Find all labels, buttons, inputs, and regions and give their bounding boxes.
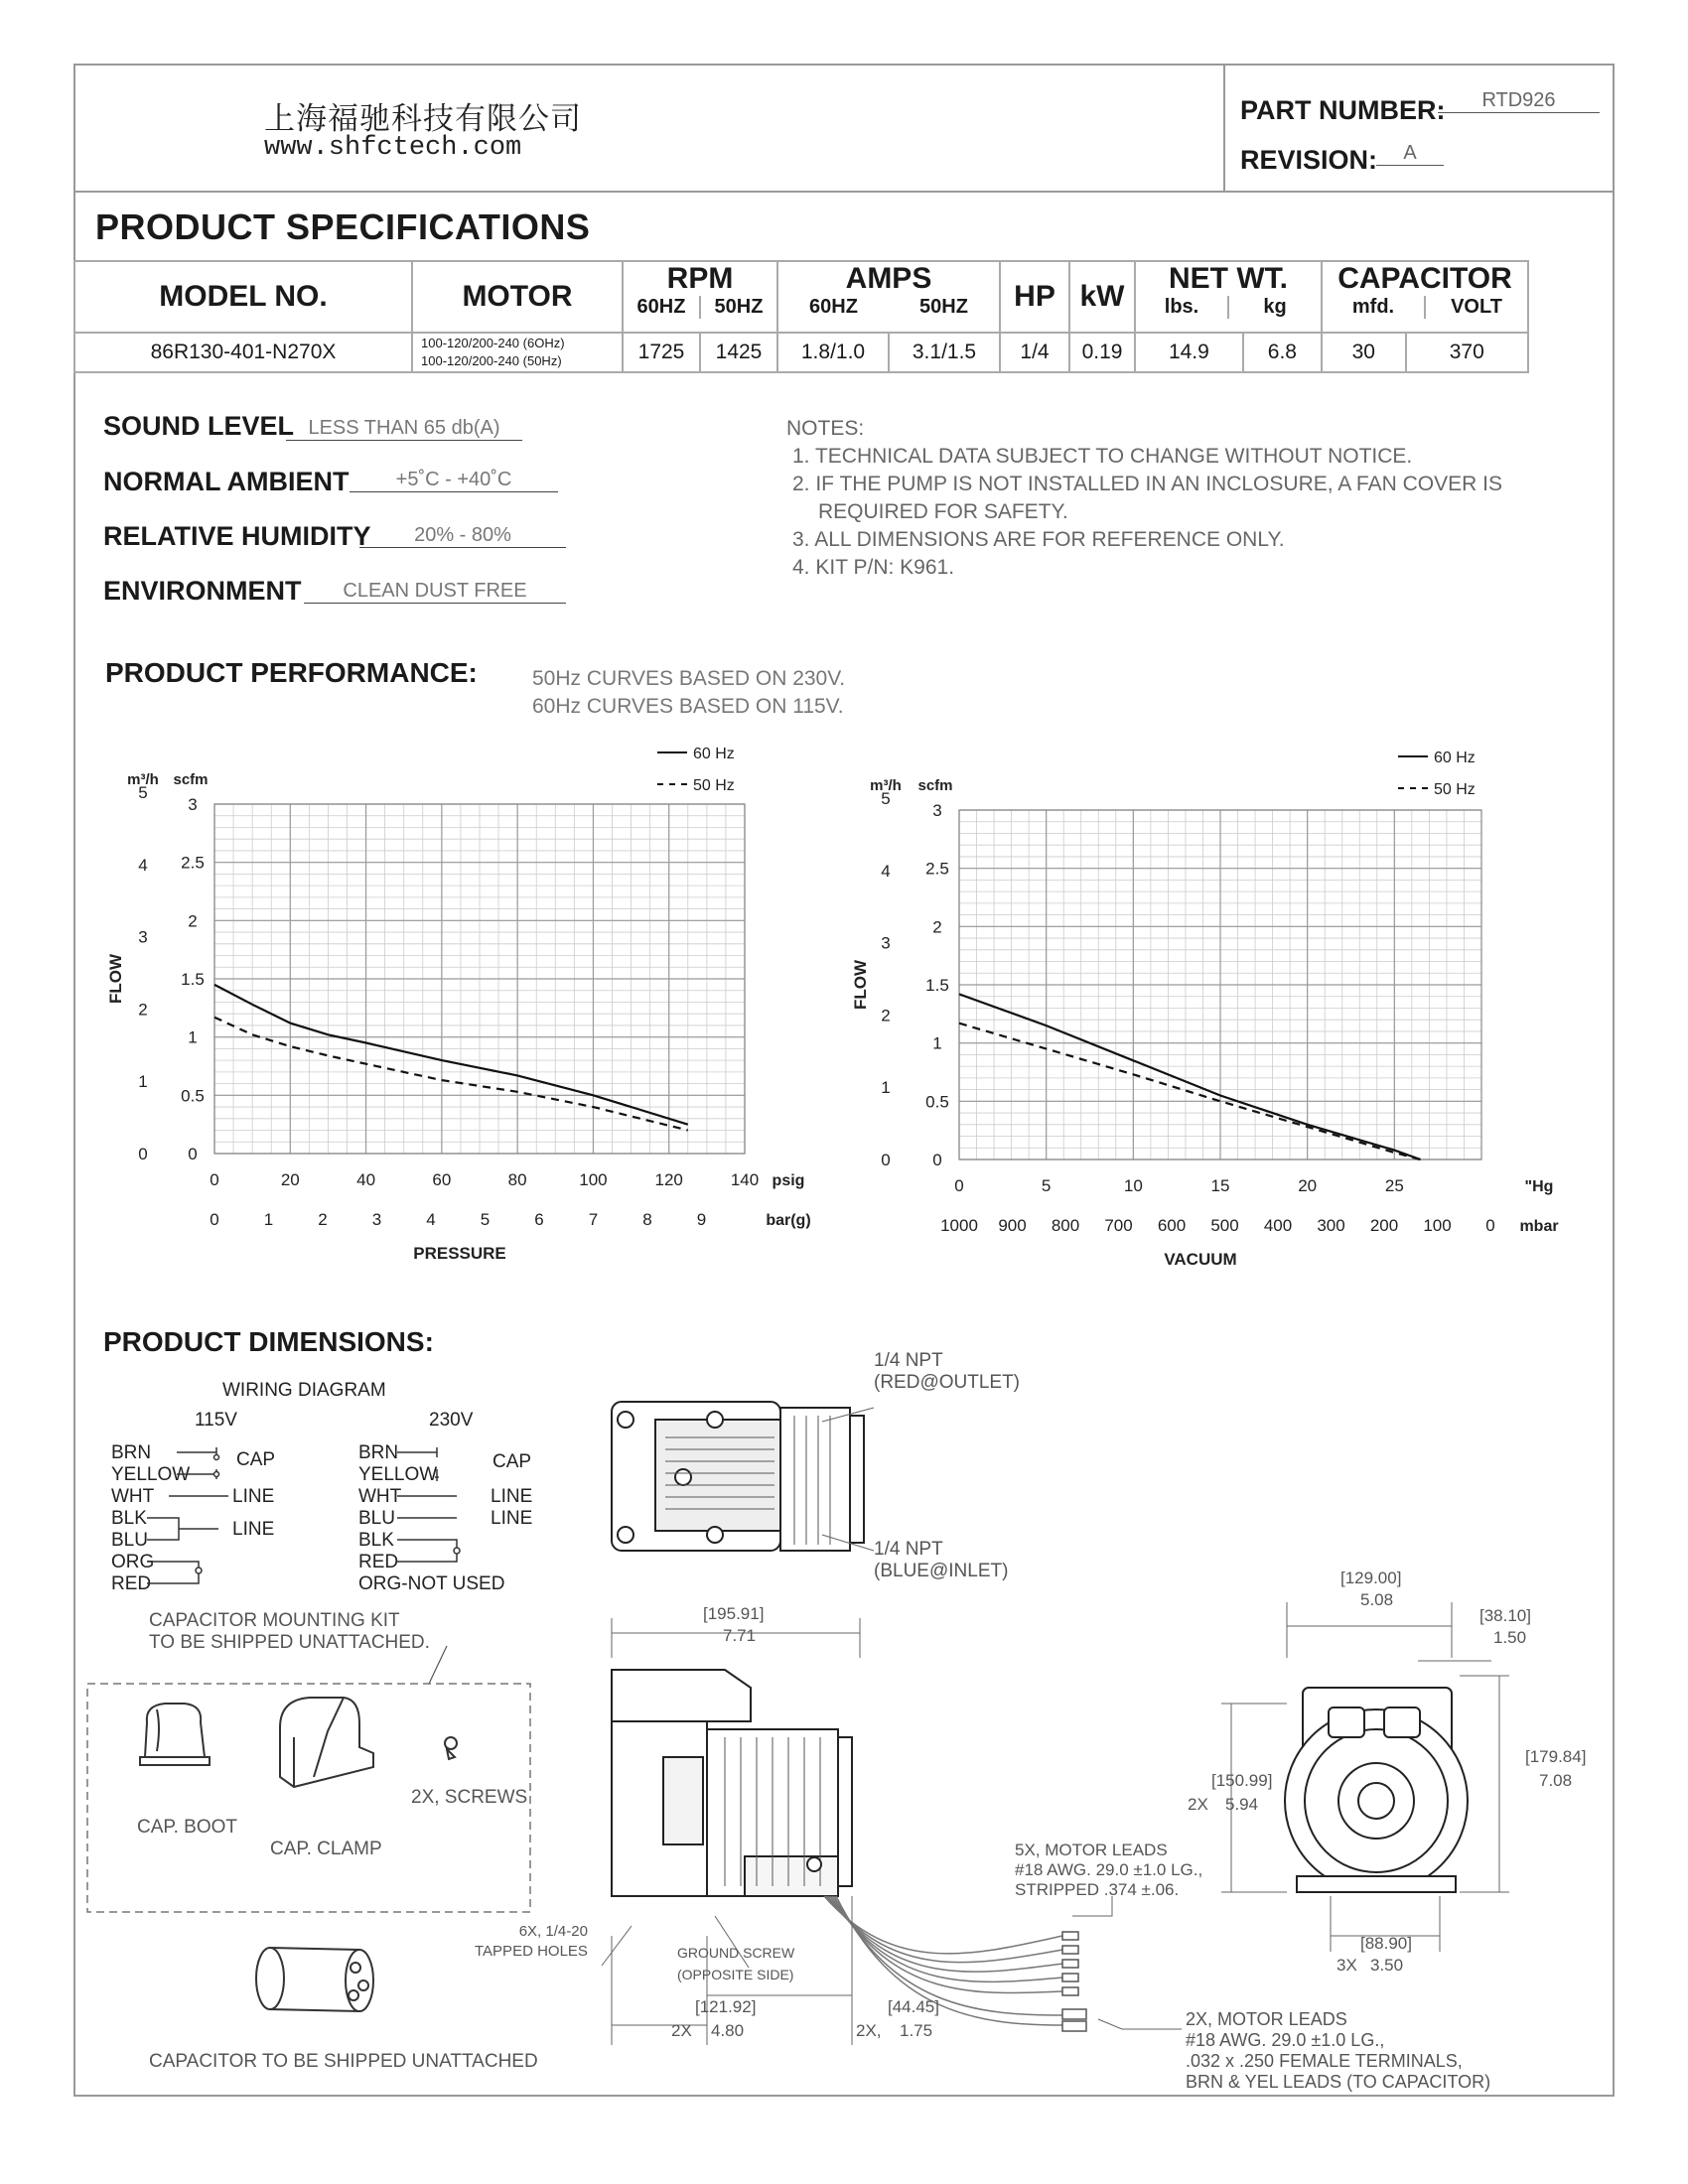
motor-leads-2x-label — [1186, 2009, 1490, 2093]
y-tick-label: 0 — [932, 1151, 942, 1169]
header-capacitor: CAPACITOR — [1337, 262, 1512, 295]
company-name: 上海福驰科技有限公司 — [264, 101, 582, 137]
tapped-holes-text: TAPPED HOLES — [475, 1943, 588, 1960]
part-number-value: RTD926 — [1438, 89, 1600, 113]
motor-leads — [824, 1896, 1062, 2025]
header-kg: kg — [1227, 296, 1321, 319]
wire-115-wht: WHT — [111, 1486, 155, 1507]
wire-115-red: RED — [111, 1573, 152, 1594]
dim-179-84: [179.84] — [1525, 1747, 1587, 1766]
x2-tick-label: 4 — [426, 1210, 436, 1229]
series-line-50hz — [959, 1024, 1421, 1160]
dim-1-50: 1.50 — [1493, 1628, 1527, 1647]
x-tick-label: 100 — [579, 1170, 608, 1189]
dim-5-08: 5.08 — [1360, 1590, 1394, 1609]
header-rpm-50: 50HZ — [699, 296, 776, 319]
header-capacitor-group — [1322, 261, 1528, 333]
dim-2x-121: 2X — [671, 2021, 692, 2040]
wiring-230v-title: 230V — [429, 1410, 474, 1431]
wire-115-org: ORG — [111, 1552, 155, 1572]
x-tick-label: 40 — [356, 1170, 376, 1189]
header-kw: kW — [1069, 261, 1135, 333]
motor-leads-5x-gauge: #18 AWG. 29.0 ±1.0 LG., — [1015, 1860, 1203, 1879]
header-mfd: mfd. — [1351, 296, 1395, 318]
capacitor-shipping-note: CAPACITOR TO BE SHIPPED UNATTACHED — [149, 2051, 538, 2072]
wire-230-yellow: YELLOW — [358, 1464, 438, 1485]
capacitor-kit-note-line2: TO BE SHIPPED UNATTACHED. — [149, 1632, 430, 1653]
note-2-cont: REQUIRED FOR SAFETY. — [818, 500, 1068, 523]
x2-tick-label: 900 — [998, 1216, 1027, 1235]
header-model: MODEL NO. — [74, 261, 412, 333]
cell-volt: 370 — [1406, 333, 1528, 372]
x-tick-label: 120 — [654, 1170, 683, 1189]
header-rpm: RPM — [666, 262, 734, 295]
wire-115-brn: BRN — [111, 1442, 152, 1463]
specifications-table — [73, 260, 1529, 373]
y2-tick-label: 2 — [881, 1006, 891, 1025]
performance-notes — [532, 665, 845, 721]
x2-tick-label: 400 — [1263, 1216, 1293, 1235]
environment-value: CLEAN DUST FREE — [304, 580, 566, 604]
x2-tick-label: 700 — [1104, 1216, 1133, 1235]
dim-44-45: [44.45] — [888, 1997, 939, 2016]
y-tick-label: 1 — [188, 1027, 198, 1047]
cap-boot-label: CAP. BOOT — [137, 1817, 238, 1838]
revision-label: REVISION: — [1240, 145, 1378, 175]
header-vertical-divider — [1223, 64, 1225, 191]
dim-3x: 3X — [1336, 1956, 1357, 1975]
motor-leads-2x-capacitor: BRN & YEL LEADS (TO CAPACITOR) — [1186, 2072, 1491, 2092]
header-rpm-group — [623, 261, 777, 333]
part-number-label: PART NUMBER: — [1240, 95, 1446, 125]
wiring-115v-title: 115V — [195, 1410, 237, 1431]
performance-title: PRODUCT PERFORMANCE: — [105, 657, 478, 688]
y2-tick-label: 5 — [881, 789, 891, 808]
notes-block — [786, 415, 1502, 582]
header-net-wt: NET WT. — [1169, 262, 1288, 295]
y-tick-label: 1 — [932, 1033, 942, 1053]
x2-tick-label: 5 — [480, 1210, 491, 1229]
header-rpm-60: 60HZ — [636, 296, 686, 318]
dim-88-90: [88.90] — [1360, 1934, 1412, 1953]
npt-inlet-color: (BLUE@INLET) — [874, 1561, 1009, 1581]
x-axis-label: PRESSURE — [413, 1244, 506, 1263]
npt-inlet-size: 1/4 NPT — [874, 1539, 943, 1560]
wire-230-wht: WHT — [358, 1486, 402, 1507]
pump-top-view — [612, 1402, 864, 1551]
vacuum-flow-chart — [844, 735, 1579, 1291]
legend-label: 50 Hz — [693, 777, 735, 794]
dim-7-08: 7.08 — [1539, 1771, 1573, 1790]
x-tick-label: 20 — [280, 1170, 300, 1189]
wiring-230v-cap: CAP — [492, 1451, 532, 1472]
dim-4-80: 4.80 — [711, 2021, 745, 2040]
relative-humidity-label: RELATIVE HUMIDITY — [103, 521, 371, 551]
cell-kw: 0.19 — [1069, 333, 1135, 372]
x2-tick-label: 8 — [642, 1210, 652, 1229]
cap-clamp-label: CAP. CLAMP — [270, 1839, 382, 1859]
wiring-diagram-title: WIRING DIAGRAM — [222, 1380, 386, 1401]
y-tick-label: 2.5 — [925, 859, 949, 879]
cell-mfd: 30 — [1322, 333, 1406, 372]
wire-230-brn: BRN — [358, 1442, 399, 1463]
environment-label: ENVIRONMENT — [103, 576, 302, 606]
y-unit-secondary: m³/h — [127, 771, 159, 788]
y-tick-label: 0.5 — [181, 1086, 205, 1106]
wire-230-blk: BLK — [358, 1530, 394, 1551]
sound-level-label: SOUND LEVEL — [103, 411, 295, 441]
header-amps-group — [777, 261, 1000, 333]
x2-tick-label: 0 — [1485, 1216, 1495, 1235]
y2-tick-label: 5 — [138, 783, 148, 802]
series-line-60hz — [959, 994, 1421, 1160]
x-tick-label: 60 — [432, 1170, 452, 1189]
normal-ambient-label: NORMAL AMBIENT — [103, 467, 350, 496]
y-axis-label: FLOW — [851, 959, 870, 1011]
x2-tick-label: 3 — [371, 1210, 382, 1229]
normal-ambient-value: +5˚C - +40˚C — [350, 469, 558, 492]
x2-tick-label: 2 — [318, 1210, 328, 1229]
dim-38-10: [38.10] — [1479, 1606, 1531, 1625]
x-unit-primary: psig — [772, 1172, 805, 1189]
cell-rpm-50: 1425 — [700, 333, 777, 372]
cell-model: 86R130-401-N270X — [74, 333, 412, 372]
y-tick-label: 3 — [932, 801, 942, 820]
performance-note-50hz: 50Hz CURVES BASED ON 230V. — [532, 667, 846, 690]
tapped-holes-count: 6X, 1/4-20 — [518, 1923, 588, 1940]
x2-tick-label: 800 — [1051, 1216, 1080, 1235]
wiring-lines — [99, 1430, 516, 1598]
y2-tick-label: 1 — [881, 1078, 891, 1098]
tapped-holes-label — [475, 1922, 588, 1962]
x2-tick-label: 1 — [263, 1210, 274, 1229]
legend-label: 60 Hz — [693, 746, 735, 762]
x2-tick-label: 500 — [1210, 1216, 1239, 1235]
cell-lbs: 14.9 — [1135, 333, 1243, 372]
header-amps-50: 50HZ — [919, 296, 968, 318]
motor-leads-5x-label — [1015, 1841, 1202, 1900]
motor-leads-5x-strip: STRIPPED .374 ±.06. — [1015, 1880, 1180, 1899]
pump-front-view — [1285, 1688, 1468, 1892]
cell-motor — [412, 333, 623, 372]
header-net-wt-group — [1135, 261, 1322, 333]
cap-boot-icon — [140, 1704, 210, 1765]
pump-side-view — [612, 1670, 852, 1896]
specifications-title: PRODUCT SPECIFICATIONS — [95, 206, 591, 247]
cell-motor-50: 100-120/200-240 (50Hz) — [421, 353, 562, 368]
npt-outlet-label — [874, 1350, 1020, 1394]
dim-2x: 2X — [1188, 1795, 1208, 1814]
series-line-50hz — [214, 1018, 688, 1131]
capacitor-kit-note-line1: CAPACITOR MOUNTING KIT — [149, 1610, 400, 1631]
screws-label: 2X, SCREWS — [411, 1787, 528, 1808]
sound-level-value: LESS THAN 65 db(A) — [286, 417, 522, 441]
x-tick-label: 25 — [1384, 1176, 1404, 1195]
x-tick-label: 15 — [1210, 1176, 1230, 1195]
x-tick-label: 0 — [210, 1170, 219, 1189]
y-tick-label: 0 — [188, 1145, 198, 1163]
header-motor: MOTOR — [412, 261, 623, 333]
dim-3-50: 3.50 — [1370, 1956, 1404, 1975]
x-tick-label: 80 — [507, 1170, 527, 1189]
notes-title: NOTES: — [786, 417, 865, 440]
wire-115-yellow: YELLOW — [111, 1464, 191, 1485]
ground-screw-side: (OPPOSITE SIDE) — [677, 1967, 794, 1982]
wiring-230v-line2: LINE — [491, 1508, 533, 1529]
dim-129-00: [129.00] — [1340, 1569, 1402, 1587]
x-tick-label: 5 — [1041, 1176, 1052, 1195]
x-tick-label: 140 — [730, 1170, 760, 1189]
npt-outlet-size: 1/4 NPT — [874, 1350, 943, 1371]
motor-leads-2x-terminals: .032 x .250 FEMALE TERMINALS, — [1186, 2051, 1463, 2071]
x2-tick-label: 200 — [1369, 1216, 1399, 1235]
y2-tick-label: 1 — [138, 1072, 148, 1092]
y-axis-label: FLOW — [106, 953, 125, 1005]
series-line-60hz — [214, 985, 688, 1125]
x2-tick-label: 9 — [696, 1210, 707, 1229]
y-tick-label: 2 — [932, 917, 942, 937]
legend-label: 60 Hz — [1434, 750, 1476, 766]
y2-tick-label: 4 — [881, 861, 891, 881]
npt-inlet-label — [874, 1539, 1008, 1582]
motor-leads-2x-gauge: #18 AWG. 29.0 ±1.0 LG., — [1186, 2030, 1385, 2050]
header-volt: VOLT — [1424, 296, 1527, 319]
wiring-230v-line1: LINE — [491, 1486, 533, 1507]
cell-rpm-60: 1725 — [623, 333, 700, 372]
header-amps-60: 60HZ — [809, 296, 858, 318]
wiring-115v-line2: LINE — [232, 1519, 275, 1540]
cell-motor-60: 100-120/200-240 (6OHz) — [421, 336, 565, 350]
npt-outlet-color: (RED@OUTLET) — [874, 1372, 1021, 1393]
dim-195-91: [195.91] — [703, 1604, 765, 1623]
x-unit-secondary: mbar — [1519, 1218, 1559, 1235]
cell-amps-50: 3.1/1.5 — [889, 333, 1000, 372]
y-tick-label: 3 — [188, 795, 198, 814]
x-unit-primary: "Hg — [1524, 1178, 1554, 1195]
y-tick-label: 1.5 — [181, 970, 205, 989]
y-tick-label: 1.5 — [925, 976, 949, 995]
x2-tick-label: 0 — [210, 1210, 219, 1229]
x2-tick-label: 1000 — [940, 1216, 978, 1235]
x-unit-secondary: bar(g) — [766, 1212, 811, 1229]
x-axis-label: VACUUM — [1164, 1250, 1237, 1269]
wire-230-red: RED — [358, 1552, 399, 1572]
cell-hp: 1/4 — [1000, 333, 1069, 372]
note-2: 2. IF THE PUMP IS NOT INSTALLED IN AN INCLOSURE, A FAN COVER IS — [792, 473, 1502, 495]
wiring-115v-line1: LINE — [232, 1486, 275, 1507]
y2-tick-label: 3 — [881, 933, 891, 953]
x-tick-label: 20 — [1298, 1176, 1318, 1195]
x-tick-label: 10 — [1123, 1176, 1143, 1195]
cap-clamp-icon — [280, 1698, 373, 1787]
header-divider — [73, 191, 1615, 193]
wire-115-blu: BLU — [111, 1530, 148, 1551]
y-tick-label: 2 — [188, 911, 198, 931]
note-1: 1. TECHNICAL DATA SUBJECT TO CHANGE WITHOUT NOTICE. — [792, 445, 1413, 468]
dim-2x-44: 2X, — [856, 2021, 882, 2040]
wire-115-blk: BLK — [111, 1508, 147, 1529]
cell-kg: 6.8 — [1243, 333, 1322, 372]
dim-7-71: 7.71 — [723, 1626, 757, 1645]
pressure-flow-chart — [99, 735, 811, 1291]
dim-1-75: 1.75 — [900, 2021, 933, 2040]
dim-121-92: [121.92] — [695, 1997, 757, 2016]
y-tick-label: 2.5 — [181, 853, 205, 873]
y-unit-primary: scfm — [917, 777, 953, 794]
capacitor-kit-drawing — [85, 1628, 542, 1916]
capacitor-icon — [248, 1926, 427, 2045]
x2-tick-label: 300 — [1317, 1216, 1345, 1235]
x2-tick-label: 7 — [588, 1210, 599, 1229]
dim-5-94: 5.94 — [1225, 1795, 1259, 1814]
company-website: www.shfctech.com — [264, 133, 522, 163]
y2-tick-label: 0 — [881, 1151, 891, 1169]
x2-tick-label: 6 — [534, 1210, 544, 1229]
dim-150-99: [150.99] — [1211, 1771, 1273, 1790]
motor-leads-2x-count: 2X, MOTOR LEADS — [1186, 2009, 1347, 2029]
ground-screw-label — [677, 1942, 794, 1985]
legend-label: 50 Hz — [1434, 781, 1476, 798]
y-tick-label: 0.5 — [925, 1092, 949, 1112]
header-amps: AMPS — [845, 262, 932, 295]
wiring-115v-cap: CAP — [236, 1449, 276, 1470]
y-unit-secondary: m³/h — [870, 777, 902, 794]
relative-humidity-value: 20% - 80% — [359, 524, 566, 548]
cell-amps-60: 1.8/1.0 — [777, 333, 889, 372]
x2-tick-label: 600 — [1157, 1216, 1187, 1235]
dimensions-title: PRODUCT DIMENSIONS: — [103, 1326, 434, 1357]
y2-tick-label: 2 — [138, 1000, 148, 1020]
x2-tick-label: 100 — [1423, 1216, 1452, 1235]
header-hp: HP — [1000, 261, 1069, 333]
y2-tick-label: 3 — [138, 927, 148, 947]
x-tick-label: 0 — [954, 1176, 964, 1195]
y2-tick-label: 4 — [138, 855, 148, 875]
wire-230-blu: BLU — [358, 1508, 395, 1529]
performance-note-60hz: 60Hz CURVES BASED ON 115V. — [532, 695, 844, 718]
motor-leads-5x-count: 5X, MOTOR LEADS — [1015, 1841, 1168, 1859]
screws-icon — [445, 1737, 457, 1759]
y-unit-primary: scfm — [173, 771, 209, 788]
note-4: 4. KIT P/N: K961. — [792, 556, 955, 579]
note-3: 3. ALL DIMENSIONS ARE FOR REFERENCE ONLY. — [792, 528, 1285, 551]
y2-tick-label: 0 — [138, 1145, 148, 1163]
ground-screw-text: GROUND SCREW — [677, 1945, 795, 1961]
revision-value: A — [1376, 142, 1444, 166]
wire-230-org: ORG-NOT USED — [358, 1573, 505, 1594]
header-lbs: lbs. — [1164, 296, 1199, 318]
